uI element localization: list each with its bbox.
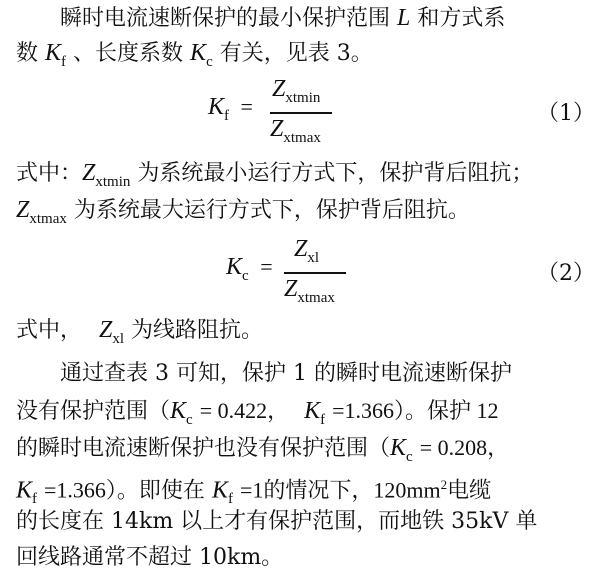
para1-line1: 瞬时电流速断保护的最小保护范围 L 和方式系: [60, 5, 506, 31]
where1-line1: 式中：$Z_{xtmin}$ 为系统最小运行方式下，保护背后阻抗；: [16, 160, 534, 190]
where2-line: 式中， $Z_{xl}$ 为线路阻抗。: [16, 317, 264, 347]
eq2-lhs: $K_c$ =: [226, 254, 273, 284]
eq2-numerator: $Z_{xl}$: [294, 236, 320, 266]
eq2-fraction-bar: [284, 272, 346, 274]
para2-line2: 没有保护范围（$K_c = 0.422$， $K_f =1.366$）。保护 12: [16, 398, 499, 428]
para2-line5: 的长度在 14km 以上才有保护范围，而地铁 35kV 单: [16, 509, 538, 534]
eq2-denominator: $Z_{xtmax}$: [284, 276, 335, 306]
para2-line1: 通过查表 3 可知，保护 1 的瞬时电流速断保护: [60, 361, 512, 386]
eq1-number: （1）: [537, 101, 595, 126]
para2-line3: 的瞬时电流速断保护也没有保护范围（$K_c = 0.208$，: [16, 435, 510, 465]
where1-line2: $Z_{xtmax}$ 为系统最大运行方式下，保护背后阻抗。: [16, 197, 470, 227]
eq1-fraction-bar: [270, 112, 332, 114]
para1-line2: 数 $K_f$ 、长度系数 $K_c$ 有关，见表 3。: [16, 40, 373, 70]
eq2-number: （2）: [537, 261, 595, 286]
para2-line4: $K_f =1.366$）。即使在 $K_f =1$的情况下，$120mm^2$电缆: [16, 477, 492, 508]
para2-line6: 回线路通常不超过 10km。: [16, 545, 284, 570]
eq1-numerator: $Z_{xtmin}$: [272, 76, 321, 106]
eq1-denominator: $Z_{xtmax}$: [270, 116, 321, 146]
eq1-lhs: $K_f$ =: [208, 94, 253, 124]
